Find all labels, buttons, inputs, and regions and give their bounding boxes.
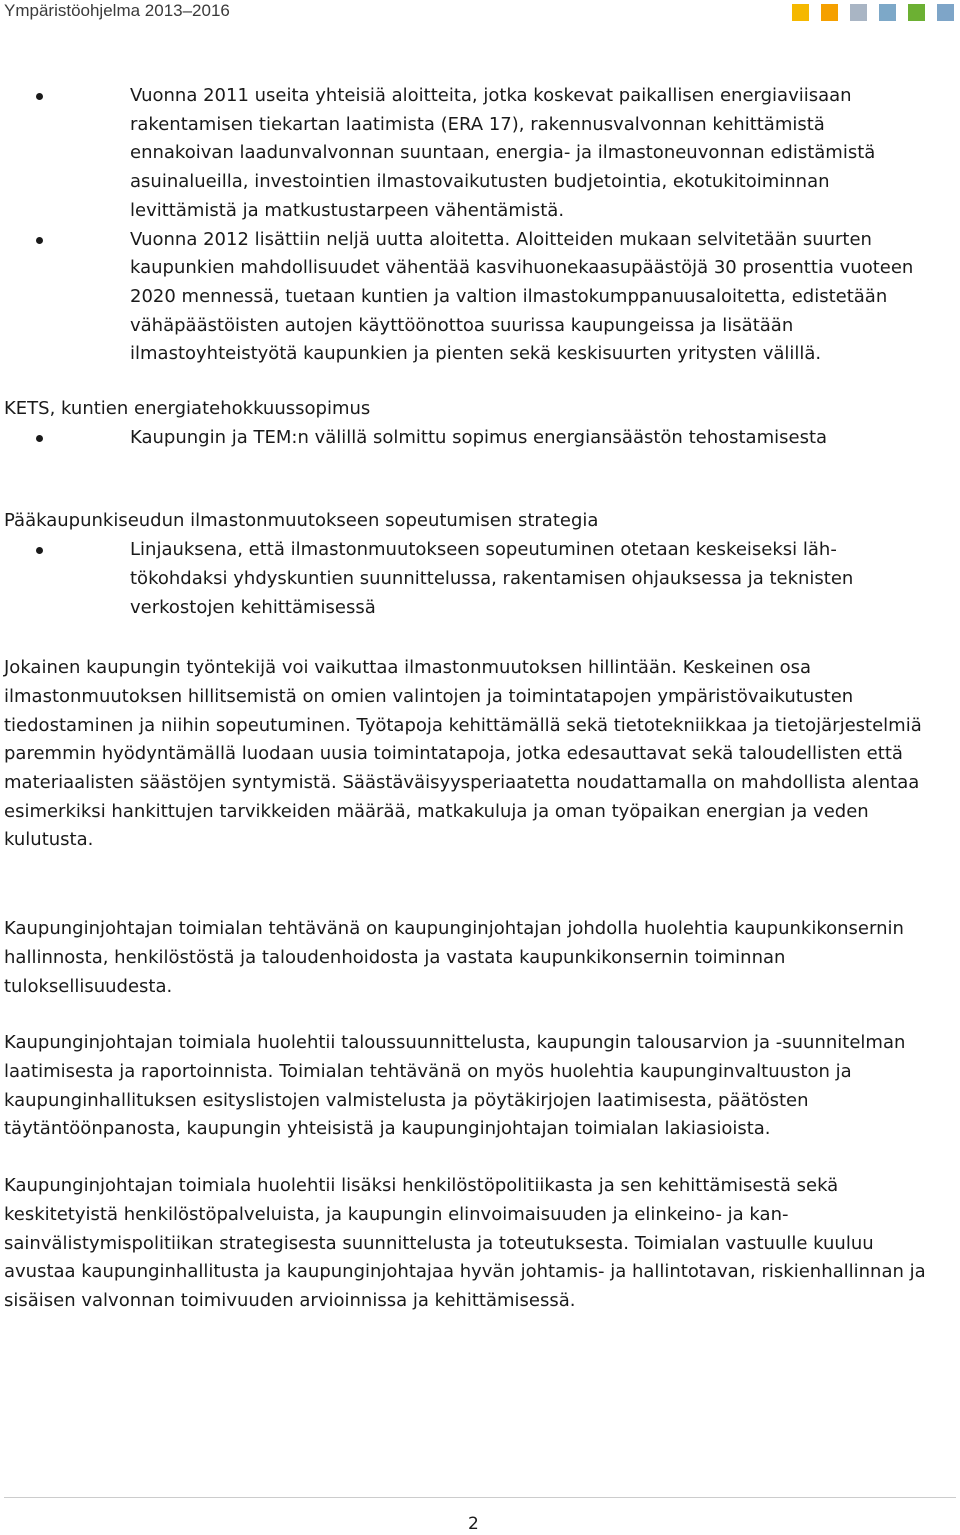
- list-item: [0, 82, 925, 226]
- list-item: [0, 536, 925, 622]
- paragraph: Kaupunginjohtajan toimiala huolehtii lisäksi henkilöstöpolitiikasta ja sen kehittämisestä sekä keskitetyistä henkilöstöpalveluista, ja kaupungin elinvoimaisuuden ja elinkeino- ja kansainvälistymispolitiikan strategisesta suunnittelusta ja toteutuksesta. Toimialan vastuulle kuuluu avustaa kaupunginhallitusta ja kaupunginjohtajaa hyvän johtamis- ja hallintotavan, riskienhallinnan ja sisäisen valvonnan toimivuuden arvioinnissa ja kehittämisessä.: [4, 1175, 926, 1311]
- page-number: 2: [468, 1514, 479, 1534]
- list-item-text: Linjauksena, että ilmastonmuutokseen sopeutuminen otetaan keskeiseksi lähtökohdaksi yhdyskuntien suunnittelussa, rakentamisen ohjauksessa ja teknisten verkostojen kehittämisessä: [130, 539, 854, 618]
- color-square: [937, 4, 954, 21]
- initiatives-list: [0, 82, 960, 369]
- color-square: [908, 4, 925, 21]
- list-item-text: Vuonna 2011 useita yhteisiä aloitteita, jotka koskevat paikallisen energiaviisaan rakentamisen tiekartan laatimista (ERA 17), rakennusvalvonnan kehittämistä ennakoivan laadunvalvonnan suuntaan, energia- ja ilmastoneuvonnan edistämistä asuinalueilla, investointien ilmastovaikutusten budjetointia, ekotukitoiminnan levittämistä ja matkustustarpeen vähentämistä.: [130, 85, 876, 221]
- paragraph: Kaupunginjohtajan toimiala huolehtii taloussuunnittelusta, kaupungin talousarvion ja -suunnitelman laatimisesta ja raportoinnista. Toimialan tehtävänä on myös huolehtia kaupunginvaltuuston ja kaupunginhallituksen esityslistojen valmistelusta ja pöytäkirjojen laatimisesta, päätösten täytäntöönpanosta, kaupungin yhteisistä ja kaupunginjohtajan toimialan lakiasioista.: [4, 1032, 906, 1140]
- list-item-text: Kaupungin ja TEM:n välillä solmittu sopimus energiansäästön tehostamisesta: [130, 426, 828, 448]
- strategy-list: [0, 536, 960, 622]
- bullet-icon: [36, 547, 43, 554]
- color-square: [821, 4, 838, 21]
- document-body: [0, 82, 960, 1316]
- kets-heading: KETS, kuntien energiatehokkuussopimus: [4, 398, 371, 420]
- list-item: [0, 226, 925, 370]
- paragraph: Jokainen kaupungin työntekijä voi vaikuttaa ilmastonmuutoksen hillintään. Keskeinen osa ilmastonmuutoksen hillitsemistä on omien valintojen ja toimintatapojen ympäristövaikutusten tiedostaminen ja niihin sopeutuminen. Työtapoja kehittämällä sekä tietotekniikkaa ja tietojärjestelmiä paremmin hyödyntämällä luodaan uusia toimintatapoja, jotka edesauttavat sekä taloudellisten että materiaalisten säästöjen syntymistä. Säästäväisyysperiaatetta noudattamalla on mahdollista alentaa esimerkiksi hankittujen tarvikkeiden määrää, matkakuluja ja oman työpaikan energian ja veden kulutusta.: [4, 657, 922, 851]
- list-item-text: Vuonna 2012 lisättiin neljä uutta aloitetta. Aloitteiden mukaan selvitetään suurten kaupunkien mahdollisuudet vähentää kasvihuonekaasupäästöjä 30 prosenttia vuoteen 2020 mennessä, tuetaan kuntien ja valtion ilmastokumppanuusaloitetta, edistetään vähäpäästöisten autojen käyttöönottoa suurissa kaupungeissa ja lisätään ilmastoyhteistyötä kaupunkien ja pienten sekä keskisuurten yritysten välillä.: [130, 228, 914, 365]
- document-header-title: Ympäristöohjelma 2013–2016: [4, 1, 230, 20]
- header-color-squares: [792, 4, 954, 21]
- color-square: [850, 4, 867, 21]
- kets-list: [0, 424, 960, 453]
- bullet-icon: [36, 435, 43, 442]
- list-item: [0, 424, 925, 453]
- bullet-icon: [36, 237, 43, 244]
- color-square: [792, 4, 809, 21]
- footer-divider: [4, 1497, 956, 1498]
- strategy-heading: Pääkaupunkiseudun ilmastonmuutokseen sopeutumisen strategia: [4, 510, 599, 532]
- paragraph: Kaupunginjohtajan toimialan tehtävänä on kaupunginjohtajan johdolla huolehtia kaupunkikonsernin hallinnosta, henkilöstöstä ja taloudenhoidosta ja vastata kaupunkikonsernin toiminnan tuloksellisuudesta.: [4, 918, 904, 997]
- bullet-icon: [36, 93, 43, 100]
- color-square: [879, 4, 896, 21]
